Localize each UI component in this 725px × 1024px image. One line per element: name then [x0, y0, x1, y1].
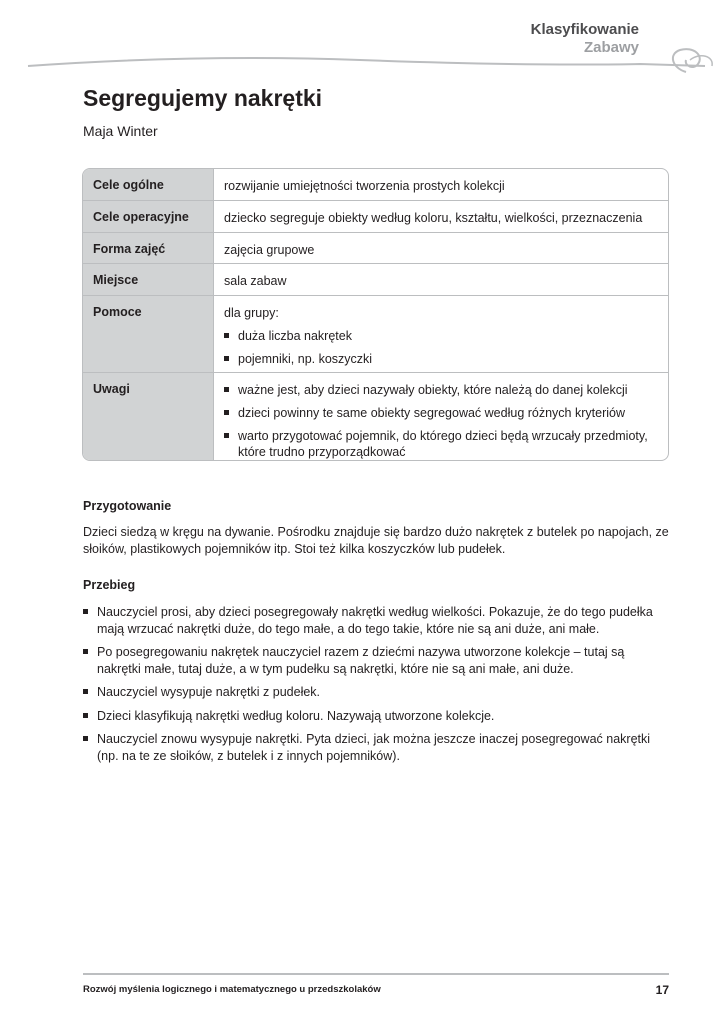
- info-label: Cele operacyjne: [83, 201, 214, 232]
- header-category: Klasyfikowanie: [530, 21, 639, 38]
- list-item: Po posegregowaniu nakrętek nauczyciel razem z dziećmi nazywa utworzone kolekcje – tutaj są nakrętki małe, tutaj duże, a w tym pudełku są nakrętki, które nie są ani małe, ani duże.: [83, 644, 671, 677]
- bullet-square-icon: [224, 410, 229, 415]
- list-item: duża liczba nakrętek: [224, 328, 658, 344]
- bullet-square-icon: [224, 433, 229, 438]
- info-value: zajęcia grupowe: [224, 243, 315, 257]
- footer-book-title: Rozwój myślenia logicznego i matematycznego u przedszkolaków: [83, 984, 381, 995]
- list-item: pojemniki, np. koszyczki: [224, 351, 658, 367]
- bullet-square-icon: [83, 713, 88, 718]
- header-swirl-decoration: [0, 40, 725, 90]
- info-label: Miejsce: [83, 264, 214, 295]
- page-title: Segregujemy nakrętki: [83, 85, 323, 111]
- info-value: rozwijanie umiejętności tworzenia prostych kolekcji: [224, 179, 505, 193]
- header-subcategory: Zabawy: [583, 39, 639, 56]
- info-label: Forma zajęć: [83, 233, 214, 263]
- info-row-notes: [83, 373, 668, 461]
- page-number: 17: [655, 983, 669, 997]
- procedure-list: [83, 604, 671, 771]
- info-value: [214, 296, 668, 372]
- procedure-heading: Przebieg: [83, 578, 136, 592]
- info-value: [214, 373, 668, 461]
- bullet-square-icon: [83, 609, 88, 614]
- list-item: Nauczyciel znowu wysypuje nakrętki. Pyta dzieci, jak można jeszcze inaczej posegregować nakrętki (np. na te ze słoików, z butelek i z innych pojemników).: [83, 731, 671, 764]
- preparation-text: Dzieci siedzą w kręgu na dywanie. Pośrodku znajduje się bardzo dużo nakrętek z butelek po napojach, ze słoików, plastikowych pojemników itp. Stoi też kilka koszyczków lub pudełek.: [83, 525, 669, 556]
- list-item: Nauczyciel wysypuje nakrętki z pudełek.: [83, 684, 671, 701]
- bullet-square-icon: [83, 736, 88, 741]
- info-label: Uwagi: [83, 373, 214, 461]
- lesson-info-table: [82, 168, 669, 461]
- info-row-goals: [83, 169, 668, 201]
- info-row-materials: [83, 296, 668, 373]
- list-item: ważne jest, aby dzieci nazywały obiekty, które należą do danej kolekcji: [224, 382, 658, 398]
- bullet-square-icon: [83, 649, 88, 654]
- info-label: Cele ogólne: [83, 169, 214, 200]
- info-value: sala zabaw: [224, 274, 287, 288]
- author-name: Maja Winter: [83, 123, 158, 139]
- info-value: dziecko segreguje obiekty według koloru, kształtu, wielkości, przeznaczenia: [224, 211, 643, 225]
- preparation-heading: Przygotowanie: [83, 499, 172, 513]
- info-row-objectives: [83, 201, 668, 233]
- bullet-square-icon: [224, 387, 229, 392]
- bullet-square-icon: [224, 333, 229, 338]
- list-item: Nauczyciel prosi, aby dzieci posegregowały nakrętki według wielkości. Pokazuje, że do tego pudełka mają wrzucać nakrętki duże, do tego małe, a do tego takie, które nie są ani duże, ani małe.: [83, 604, 671, 637]
- info-row-place: [83, 264, 668, 296]
- materials-intro: dla grupy:: [224, 306, 279, 320]
- notes-list: [224, 382, 658, 460]
- info-row-form: [83, 233, 668, 264]
- bullet-square-icon: [224, 356, 229, 361]
- footer-divider: [83, 973, 669, 975]
- materials-list: [224, 328, 658, 367]
- info-label: Pomoce: [83, 296, 214, 372]
- list-item: Dzieci klasyfikują nakrętki według koloru. Nazywają utworzone kolekcje.: [83, 708, 671, 725]
- bullet-square-icon: [83, 689, 88, 694]
- list-item: dzieci powinny te same obiekty segregować według różnych kryteriów: [224, 405, 658, 421]
- list-item: warto przygotować pojemnik, do którego dzieci będą wrzucały przedmioty, które trudno przyporządkować: [224, 428, 658, 460]
